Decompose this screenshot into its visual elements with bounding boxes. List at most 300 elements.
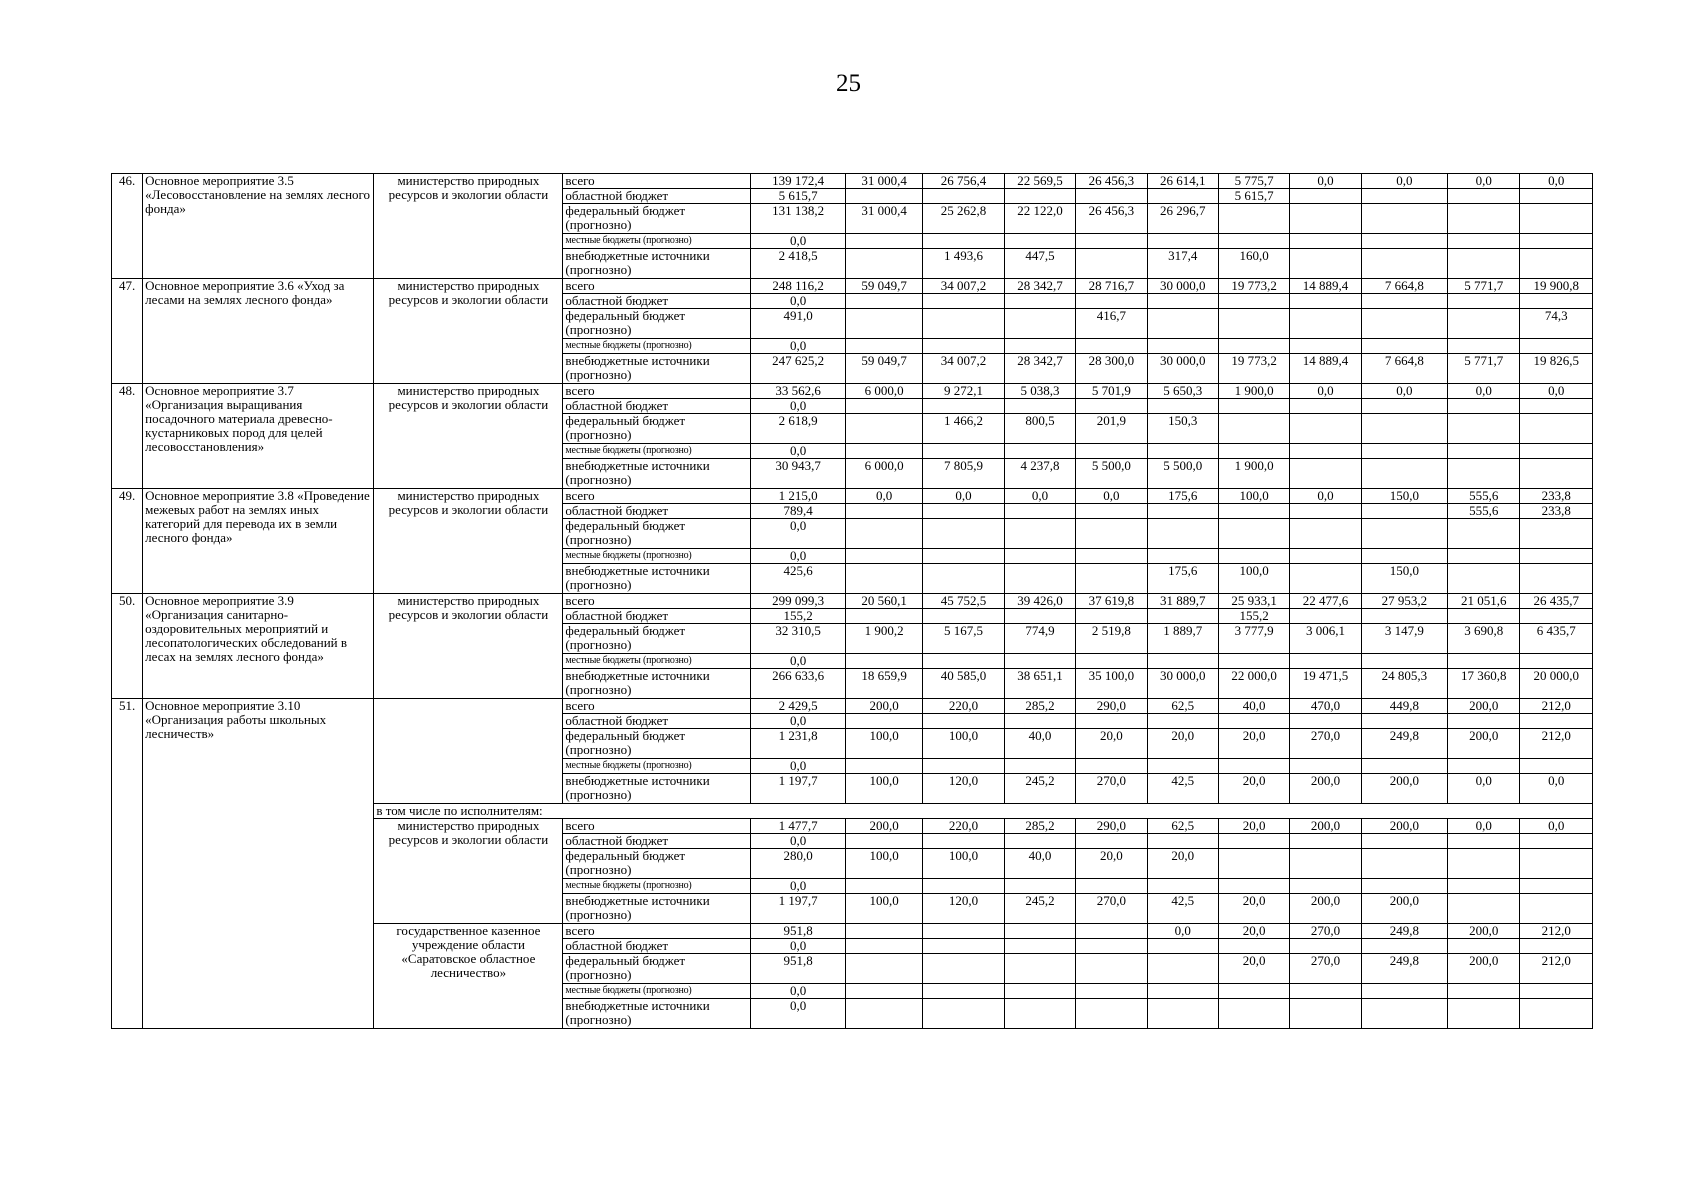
amount-cell (845, 339, 922, 354)
amount-cell: 5 500,0 (1076, 459, 1147, 489)
amount-cell (1361, 309, 1447, 339)
amount-cell (1520, 399, 1593, 414)
row-number: 50. (112, 594, 143, 699)
amount-cell (1218, 849, 1289, 879)
amount-cell (1448, 444, 1520, 459)
executors-subheading: в том числе по исполнителям: (374, 804, 1593, 819)
amount-cell: 1 900,0 (1218, 384, 1289, 399)
amount-cell: 17 360,8 (1448, 669, 1520, 699)
executor-name (374, 699, 563, 804)
table-row (112, 699, 1593, 714)
amount-cell: 0,0 (845, 489, 922, 504)
amount-cell (845, 189, 922, 204)
amount-cell (923, 984, 1004, 999)
amount-cell: 74,3 (1520, 309, 1593, 339)
amount-cell (1520, 249, 1593, 279)
funding-source: областной бюджет (563, 399, 751, 414)
amount-cell (1004, 234, 1075, 249)
amount-cell: 266 633,6 (751, 669, 846, 699)
amount-cell (1361, 939, 1447, 954)
amount-cell: 30 000,0 (1147, 669, 1218, 699)
amount-cell: 30 000,0 (1147, 279, 1218, 294)
funding-source: областной бюджет (563, 189, 751, 204)
amount-cell (1520, 999, 1593, 1029)
amount-cell (845, 834, 922, 849)
amount-cell (1147, 834, 1218, 849)
amount-cell: 0,0 (1290, 384, 1361, 399)
funding-source: всего (563, 174, 751, 189)
amount-cell (923, 609, 1004, 624)
amount-cell: 0,0 (751, 654, 846, 669)
amount-cell: 5 615,7 (751, 189, 846, 204)
row-number: 49. (112, 489, 143, 594)
funding-source: федеральный бюджет (прогнозно) (563, 309, 751, 339)
amount-cell (1361, 999, 1447, 1029)
amount-cell: 2 519,8 (1076, 624, 1147, 654)
amount-cell: 0,0 (1147, 924, 1218, 939)
amount-cell: 200,0 (1290, 819, 1361, 834)
funding-source: внебюджетные источники (прогнозно) (563, 459, 751, 489)
amount-cell: 212,0 (1520, 924, 1593, 939)
amount-cell (1290, 339, 1361, 354)
amount-cell (1290, 654, 1361, 669)
activity-name: Основное мероприятие 3.9 «Организация санитарно-оздоровительных мероприятий и лесопатологических обследований в лесах на землях лесного фонда» (143, 594, 374, 699)
amount-cell (1520, 984, 1593, 999)
table-row (112, 594, 1593, 609)
funding-source: внебюджетные источники (прогнозно) (563, 894, 751, 924)
executor-name: министерство природных ресурсов и экологии области (374, 594, 563, 699)
amount-cell: 0,0 (751, 879, 846, 894)
amount-cell: 28 300,0 (1076, 354, 1147, 384)
amount-cell (1004, 519, 1075, 549)
amount-cell: 100,0 (845, 849, 922, 879)
amount-cell: 100,0 (1218, 489, 1289, 504)
amount-cell (1520, 234, 1593, 249)
amount-cell (1218, 984, 1289, 999)
amount-cell (1147, 189, 1218, 204)
amount-cell (1076, 654, 1147, 669)
amount-cell (1076, 924, 1147, 939)
amount-cell (1361, 549, 1447, 564)
amount-cell (1448, 834, 1520, 849)
amount-cell: 40,0 (1218, 699, 1289, 714)
amount-cell (1448, 984, 1520, 999)
amount-cell: 30 000,0 (1147, 354, 1218, 384)
funding-source: федеральный бюджет (прогнозно) (563, 954, 751, 984)
amount-cell: 26 435,7 (1520, 594, 1593, 609)
amount-cell (1004, 549, 1075, 564)
amount-cell: 37 619,8 (1076, 594, 1147, 609)
amount-cell: 40 585,0 (923, 669, 1004, 699)
amount-cell: 31 889,7 (1147, 594, 1218, 609)
amount-cell: 19 900,8 (1520, 279, 1593, 294)
amount-cell (1361, 879, 1447, 894)
amount-cell: 5 771,7 (1448, 279, 1520, 294)
amount-cell (1290, 234, 1361, 249)
amount-cell (845, 939, 922, 954)
amount-cell: 200,0 (1290, 894, 1361, 924)
amount-cell: 200,0 (1361, 774, 1447, 804)
amount-cell (1147, 954, 1218, 984)
amount-cell: 34 007,2 (923, 279, 1004, 294)
amount-cell: 212,0 (1520, 954, 1593, 984)
amount-cell: 100,0 (845, 774, 922, 804)
funding-source: внебюджетные источники (прогнозно) (563, 249, 751, 279)
amount-cell (845, 759, 922, 774)
amount-cell (1520, 459, 1593, 489)
amount-cell (1218, 309, 1289, 339)
amount-cell (1290, 849, 1361, 879)
amount-cell (1290, 444, 1361, 459)
amount-cell (1448, 894, 1520, 924)
amount-cell (1448, 759, 1520, 774)
amount-cell (1361, 849, 1447, 879)
amount-cell (1004, 609, 1075, 624)
amount-cell: 0,0 (751, 234, 846, 249)
amount-cell (1076, 714, 1147, 729)
amount-cell (1147, 654, 1218, 669)
amount-cell: 5 500,0 (1147, 459, 1218, 489)
amount-cell (1361, 984, 1447, 999)
amount-cell (1004, 714, 1075, 729)
amount-cell: 40,0 (1004, 849, 1075, 879)
amount-cell: 470,0 (1290, 699, 1361, 714)
amount-cell: 0,0 (1076, 489, 1147, 504)
amount-cell: 18 659,9 (845, 669, 922, 699)
amount-cell: 2 429,5 (751, 699, 846, 714)
amount-cell: 951,8 (751, 954, 846, 984)
amount-cell (1520, 759, 1593, 774)
amount-cell: 22 569,5 (1004, 174, 1075, 189)
amount-cell (1076, 189, 1147, 204)
amount-cell (1147, 759, 1218, 774)
amount-cell (845, 954, 922, 984)
amount-cell (1004, 444, 1075, 459)
amount-cell: 0,0 (751, 399, 846, 414)
amount-cell: 0,0 (751, 444, 846, 459)
amount-cell (845, 564, 922, 594)
amount-cell: 3 147,9 (1361, 624, 1447, 654)
amount-cell: 1 493,6 (923, 249, 1004, 279)
amount-cell (1448, 249, 1520, 279)
amount-cell (1004, 654, 1075, 669)
amount-cell: 200,0 (1448, 954, 1520, 984)
funding-source: федеральный бюджет (прогнозно) (563, 204, 751, 234)
amount-cell (923, 189, 1004, 204)
amount-cell: 0,0 (751, 549, 846, 564)
amount-cell (1361, 654, 1447, 669)
amount-cell: 0,0 (1290, 174, 1361, 189)
amount-cell (1448, 234, 1520, 249)
amount-cell: 9 272,1 (923, 384, 1004, 399)
amount-cell: 5 167,5 (923, 624, 1004, 654)
amount-cell (1076, 399, 1147, 414)
amount-cell (1147, 939, 1218, 954)
amount-cell: 2 418,5 (751, 249, 846, 279)
amount-cell: 248 116,2 (751, 279, 846, 294)
amount-cell: 0,0 (1520, 774, 1593, 804)
executor-name: министерство природных ресурсов и экологии области (374, 279, 563, 384)
amount-cell: 491,0 (751, 309, 846, 339)
funding-source: федеральный бюджет (прогнозно) (563, 729, 751, 759)
amount-cell (1147, 444, 1218, 459)
amount-cell (923, 444, 1004, 459)
amount-cell: 0,0 (1448, 774, 1520, 804)
amount-cell: 20 560,1 (845, 594, 922, 609)
amount-cell: 0,0 (1361, 384, 1447, 399)
amount-cell: 0,0 (751, 939, 846, 954)
amount-cell: 285,2 (1004, 699, 1075, 714)
amount-cell (1004, 339, 1075, 354)
funding-source: всего (563, 489, 751, 504)
amount-cell (1361, 234, 1447, 249)
amount-cell: 0,0 (1520, 384, 1593, 399)
funding-source: областной бюджет (563, 939, 751, 954)
amount-cell: 20,0 (1076, 849, 1147, 879)
amount-cell: 22 000,0 (1218, 669, 1289, 699)
amount-cell (1448, 339, 1520, 354)
amount-cell (1361, 399, 1447, 414)
amount-cell (1448, 609, 1520, 624)
amount-cell (1147, 504, 1218, 519)
amount-cell (1520, 444, 1593, 459)
amount-cell: 175,6 (1147, 564, 1218, 594)
amount-cell: 5 650,3 (1147, 384, 1218, 399)
funding-source: всего (563, 279, 751, 294)
amount-cell: 150,0 (1361, 564, 1447, 594)
amount-cell (1004, 954, 1075, 984)
amount-cell (1076, 234, 1147, 249)
amount-cell: 45 752,5 (923, 594, 1004, 609)
amount-cell: 201,9 (1076, 414, 1147, 444)
amount-cell: 555,6 (1448, 489, 1520, 504)
amount-cell (1361, 339, 1447, 354)
amount-cell (923, 309, 1004, 339)
amount-cell: 5 615,7 (1218, 189, 1289, 204)
funding-source: областной бюджет (563, 714, 751, 729)
amount-cell: 555,6 (1448, 504, 1520, 519)
amount-cell: 22 477,6 (1290, 594, 1361, 609)
amount-cell: 4 237,8 (1004, 459, 1075, 489)
amount-cell: 19 773,2 (1218, 354, 1289, 384)
amount-cell (845, 924, 922, 939)
amount-cell (1218, 549, 1289, 564)
amount-cell (1076, 954, 1147, 984)
amount-cell: 27 953,2 (1361, 594, 1447, 609)
activity-name: Основное мероприятие 3.8 «Проведение межевых работ на землях иных категорий для перевода их в земли лесного фонда» (143, 489, 374, 594)
amount-cell (1076, 759, 1147, 774)
amount-cell: 22 122,0 (1004, 204, 1075, 234)
amount-cell (1076, 834, 1147, 849)
amount-cell: 6 435,7 (1520, 624, 1593, 654)
amount-cell: 120,0 (923, 894, 1004, 924)
amount-cell: 220,0 (923, 819, 1004, 834)
amount-cell (1520, 609, 1593, 624)
funding-source: местные бюджеты (прогнозно) (563, 654, 751, 669)
amount-cell (923, 939, 1004, 954)
amount-cell (845, 414, 922, 444)
amount-cell (1004, 294, 1075, 309)
amount-cell: 200,0 (1448, 924, 1520, 939)
amount-cell: 26 456,3 (1076, 174, 1147, 189)
amount-cell: 249,8 (1361, 924, 1447, 939)
amount-cell (923, 714, 1004, 729)
amount-cell (845, 249, 922, 279)
amount-cell: 20,0 (1218, 729, 1289, 759)
amount-cell: 1 889,7 (1147, 624, 1218, 654)
amount-cell (1004, 834, 1075, 849)
amount-cell (1147, 984, 1218, 999)
amount-cell (1290, 609, 1361, 624)
amount-cell (1218, 294, 1289, 309)
amount-cell (1520, 879, 1593, 894)
table-row (112, 279, 1593, 294)
amount-cell: 28 716,7 (1076, 279, 1147, 294)
amount-cell (1448, 549, 1520, 564)
amount-cell (1218, 759, 1289, 774)
amount-cell: 1 900,2 (845, 624, 922, 654)
amount-cell: 39 426,0 (1004, 594, 1075, 609)
funding-source: федеральный бюджет (прогнозно) (563, 624, 751, 654)
amount-cell (1448, 459, 1520, 489)
amount-cell (1448, 879, 1520, 894)
amount-cell: 285,2 (1004, 819, 1075, 834)
amount-cell (1520, 834, 1593, 849)
amount-cell (923, 399, 1004, 414)
amount-cell: 247 625,2 (751, 354, 846, 384)
amount-cell: 26 456,3 (1076, 204, 1147, 234)
amount-cell (1520, 189, 1593, 204)
amount-cell (1076, 564, 1147, 594)
activity-name: Основное мероприятие 3.5 «Лесовосстановление на землях лесного фонда» (143, 174, 374, 279)
amount-cell: 150,0 (1361, 489, 1447, 504)
table-row (112, 384, 1593, 399)
amount-cell: 19 471,5 (1290, 669, 1361, 699)
amount-cell (1076, 609, 1147, 624)
amount-cell (1076, 249, 1147, 279)
amount-cell (1520, 564, 1593, 594)
executor-name: министерство природных ресурсов и экологии области (374, 819, 563, 924)
amount-cell: 0,0 (1004, 489, 1075, 504)
amount-cell (1448, 849, 1520, 879)
amount-cell: 0,0 (751, 984, 846, 999)
amount-cell: 160,0 (1218, 249, 1289, 279)
funding-source: внебюджетные источники (прогнозно) (563, 999, 751, 1029)
amount-cell: 7 805,9 (923, 459, 1004, 489)
amount-cell: 42,5 (1147, 774, 1218, 804)
amount-cell (1290, 834, 1361, 849)
amount-cell (1361, 714, 1447, 729)
amount-cell: 270,0 (1290, 924, 1361, 939)
amount-cell: 299 099,3 (751, 594, 846, 609)
amount-cell: 0,0 (1520, 819, 1593, 834)
amount-cell (1290, 714, 1361, 729)
amount-cell: 6 000,0 (845, 384, 922, 399)
amount-cell (923, 954, 1004, 984)
amount-cell: 21 051,6 (1448, 594, 1520, 609)
funding-source: внебюджетные источники (прогнозно) (563, 354, 751, 384)
amount-cell (1076, 939, 1147, 954)
amount-cell: 220,0 (923, 699, 1004, 714)
amount-cell (845, 879, 922, 894)
amount-cell: 5 771,7 (1448, 354, 1520, 384)
amount-cell: 62,5 (1147, 819, 1218, 834)
amount-cell (845, 714, 922, 729)
amount-cell: 20,0 (1147, 729, 1218, 759)
amount-cell: 14 889,4 (1290, 354, 1361, 384)
amount-cell (1448, 189, 1520, 204)
amount-cell: 200,0 (845, 699, 922, 714)
amount-cell: 20,0 (1147, 849, 1218, 879)
row-number: 47. (112, 279, 143, 384)
amount-cell: 175,6 (1147, 489, 1218, 504)
amount-cell: 800,5 (1004, 414, 1075, 444)
amount-cell: 270,0 (1290, 729, 1361, 759)
amount-cell (1361, 459, 1447, 489)
amount-cell (923, 519, 1004, 549)
amount-cell: 0,0 (1448, 384, 1520, 399)
funding-source: областной бюджет (563, 294, 751, 309)
amount-cell: 100,0 (1218, 564, 1289, 594)
amount-cell (1218, 834, 1289, 849)
amount-cell: 200,0 (1361, 819, 1447, 834)
amount-cell (1290, 564, 1361, 594)
amount-cell: 0,0 (751, 339, 846, 354)
amount-cell (1290, 999, 1361, 1029)
amount-cell: 789,4 (751, 504, 846, 519)
amount-cell: 155,2 (751, 609, 846, 624)
amount-cell (923, 879, 1004, 894)
amount-cell (1004, 309, 1075, 339)
amount-cell (1076, 444, 1147, 459)
amount-cell (1520, 849, 1593, 879)
amount-cell: 59 049,7 (845, 279, 922, 294)
amount-cell (1004, 399, 1075, 414)
amount-cell: 20,0 (1218, 954, 1289, 984)
amount-cell: 25 262,8 (923, 204, 1004, 234)
activity-name: Основное мероприятие 3.7 «Организация выращивания посадочного материала древесно-кустарниковых пород для целей лесовосстановления» (143, 384, 374, 489)
amount-cell: 30 943,7 (751, 459, 846, 489)
amount-cell: 233,8 (1520, 489, 1593, 504)
amount-cell (1448, 294, 1520, 309)
amount-cell (1290, 309, 1361, 339)
amount-cell: 100,0 (845, 894, 922, 924)
amount-cell: 120,0 (923, 774, 1004, 804)
amount-cell: 0,0 (751, 999, 846, 1029)
amount-cell (1448, 939, 1520, 954)
amount-cell: 20,0 (1218, 894, 1289, 924)
amount-cell (1520, 894, 1593, 924)
amount-cell (1520, 519, 1593, 549)
row-number: 46. (112, 174, 143, 279)
amount-cell (1218, 714, 1289, 729)
funding-source: федеральный бюджет (прогнозно) (563, 519, 751, 549)
amount-cell: 100,0 (845, 729, 922, 759)
amount-cell: 150,3 (1147, 414, 1218, 444)
funding-source: федеральный бюджет (прогнозно) (563, 414, 751, 444)
amount-cell (923, 759, 1004, 774)
amount-cell (1076, 984, 1147, 999)
amount-cell: 200,0 (1448, 699, 1520, 714)
funding-source: областной бюджет (563, 504, 751, 519)
amount-cell (1147, 294, 1218, 309)
amount-cell: 270,0 (1076, 894, 1147, 924)
amount-cell: 270,0 (1290, 954, 1361, 984)
amount-cell (923, 564, 1004, 594)
amount-cell (1076, 504, 1147, 519)
amount-cell (1361, 204, 1447, 234)
funding-source: всего (563, 924, 751, 939)
